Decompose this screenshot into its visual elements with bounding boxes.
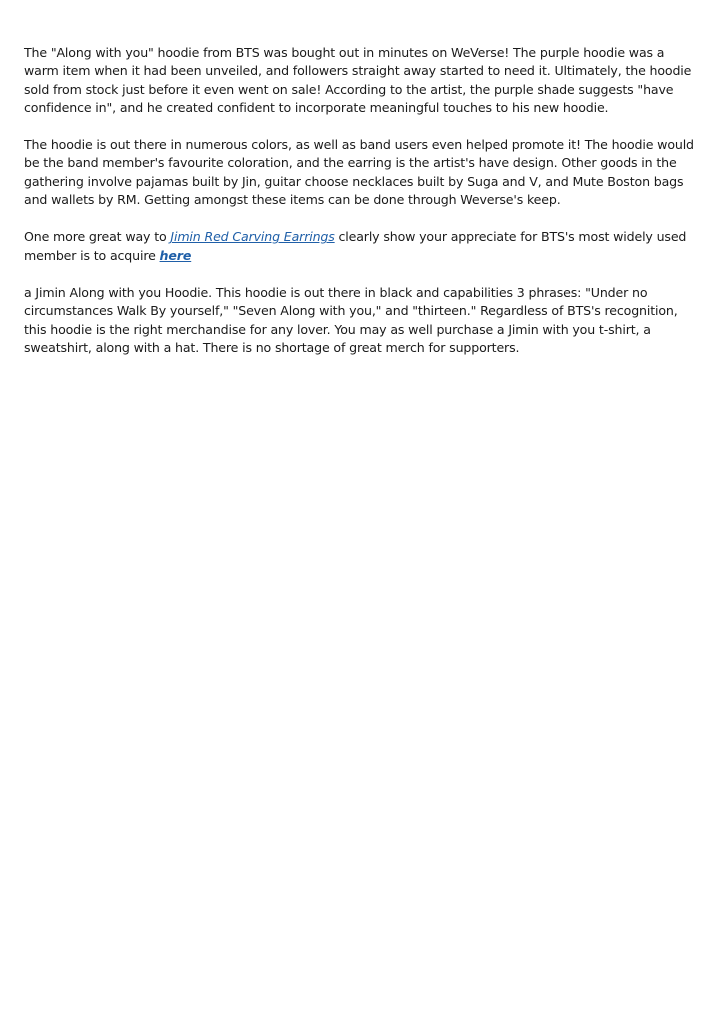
paragraph-3-text-before: One more great way to [24,229,171,245]
paragraph-2: The hoodie is out there in numerous colors, as well as band users even helped promote it! The hoodie would be the band member's favourite coloration, and the earring is the artist's have design. Other goods in the gathering involve pajamas built by Jin, guitar choose necklaces built by Suga and V, and Mute Boston bags and wallets by RM. Getting amongst these items can be done through Weverse's keep. [24,137,694,208]
paragraph-1: The "Along with you" hoodie from BTS was bought out in minutes on WeVerse! The purple hoodie was a warm item when it had been unveiled, and followers straight away started to need it. Ultimately, the hoodie sold from stock just before it even went on sale! According to the artist, the purple shade suggests "have confidence in", and he created confident to incorporate meaningful touches to his new hoodie. [24,45,692,115]
here-link[interactable]: here [159,247,192,263]
paragraph-4: a Jimin Along with you Hoodie. This hoodie is out there in black and capabilities 3 phrases: "Under no circumstances Walk By yourself," "Seven Along with you," and "thirteen." Regardless of BTS's recognition, this hoodie is the right merchandise for any lover. You may as well purchase a Jimin with you t-shirt, a sweatshirt, along with a hat. There is no shortage of great merch for supporters. [24,284,678,355]
document-body [24,44,700,376]
jimin-earrings-link[interactable]: Jimin Red Carving Earrings [170,229,335,245]
paragraph-3-text-middle: clearly show your appreciate for BTS's most widely used member is to acquire [24,229,687,263]
paragraph-3 [24,228,700,265]
